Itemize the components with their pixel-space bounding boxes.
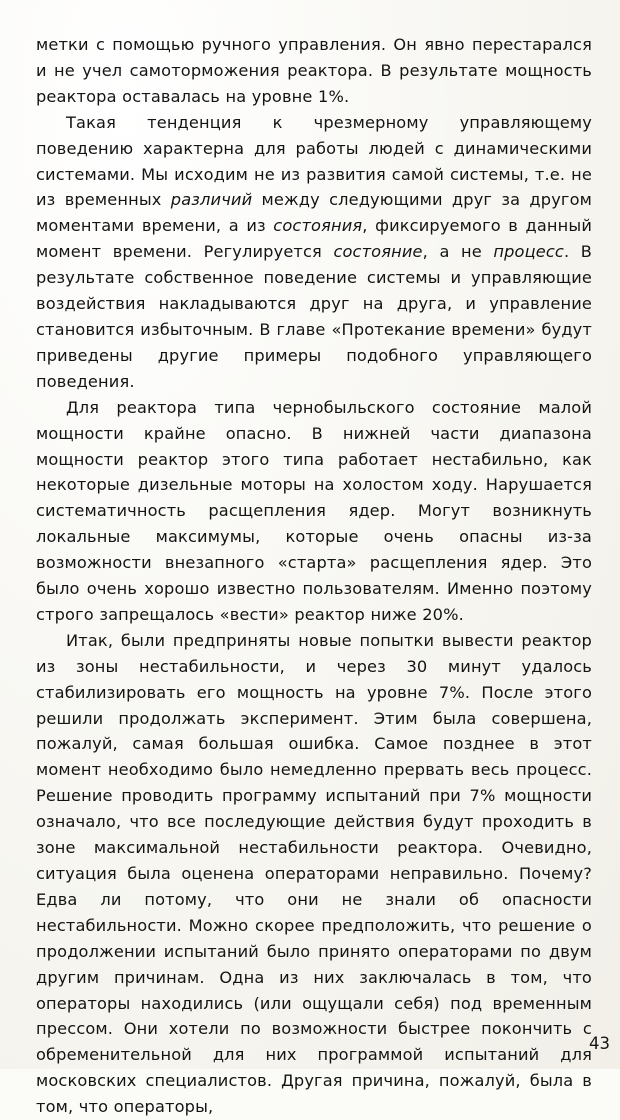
- text-run: метки с помощью ручного управления. Он явно перестарался и не учел самоторможения реактора. В результате мощность реактора оставалась на уровне 1%.: [36, 35, 592, 106]
- text-run: . В результате собственное поведение системы и управляющие воздействия накладываются друг на друга, и управление становится избыточным. В главе «Протекание времени» будут приведены другие примеры подобного управляющего поведения.: [36, 242, 593, 391]
- paragraph: [36, 395, 592, 628]
- text-run: Итак, были предприняты новые попытки вывести реактор из зоны нестабильности, и через 30 минут удалось стабилизировать его мощность на уровне 7%. После этого решили продолжать эксперимент. Этим была совершена, пожалуй, самая большая ошибка. Самое позднее в этот момент необходимо было немедленно прервать весь процесс. Решение проводить программу испытаний при 7% мощности означало, что все последующие действия будут проходить в зоне максимальной нестабильности реактора. Очевидно, ситуация была оценена операторами неправильно. Почему? Едва ли потому, что они не знали об опасности нестабильности. Можно скорее предположить, что решение о продолжении испытаний было принято операторами по двум другим причинам. Одна из них заключалась в том, что операторы находились (или ощущали себя) под временным прессом. Они хотели по возможности быстрее покончить с обременительной для них программой испытаний для московских специалистов. Другая причина, пожалуй, была в том, что операторы,: [36, 630, 592, 1117]
- emphasis-text: состояния: [273, 216, 363, 236]
- text-run: Для реактора типа чернобыльского состояние малой мощности крайне опасно. В нижней части диапазона мощности реактор этого типа работает нестабильно, как некоторые дизельные моторы на холостом ходу. Нарушается систематичность расщепления ядер. Могут возникнуть локальные максимумы, которые очень опасны из-за возможности внезапного «старта» расщепления ядер. Это было очень хорошо известно пользователям. Именно поэтому строго запрещалось «вести» реактор ниже 20%.: [36, 397, 592, 624]
- emphasis-text: процесс: [493, 242, 564, 262]
- page-content-area: [36, 32, 593, 1117]
- text-run: , фиксируемого в данный момент времени. Регулируется: [36, 216, 592, 262]
- paragraph: [36, 628, 592, 1120]
- emphasis-text: различий: [170, 190, 253, 210]
- paragraph: [36, 110, 592, 395]
- paragraph: [36, 32, 592, 110]
- page-number: 43: [589, 1034, 610, 1053]
- text-run: между следующими друг за другом моментами времени, а из: [36, 190, 592, 236]
- text-run: , а не: [422, 242, 494, 262]
- text-run: Такая тенденция к чрезмерному управляющему поведению характерна для работы людей с динамическими системами. Мы исходим не из развития самой системы, т.е. не из временных: [36, 112, 592, 210]
- emphasis-text: состояние: [333, 242, 423, 262]
- body-text: [36, 32, 592, 1120]
